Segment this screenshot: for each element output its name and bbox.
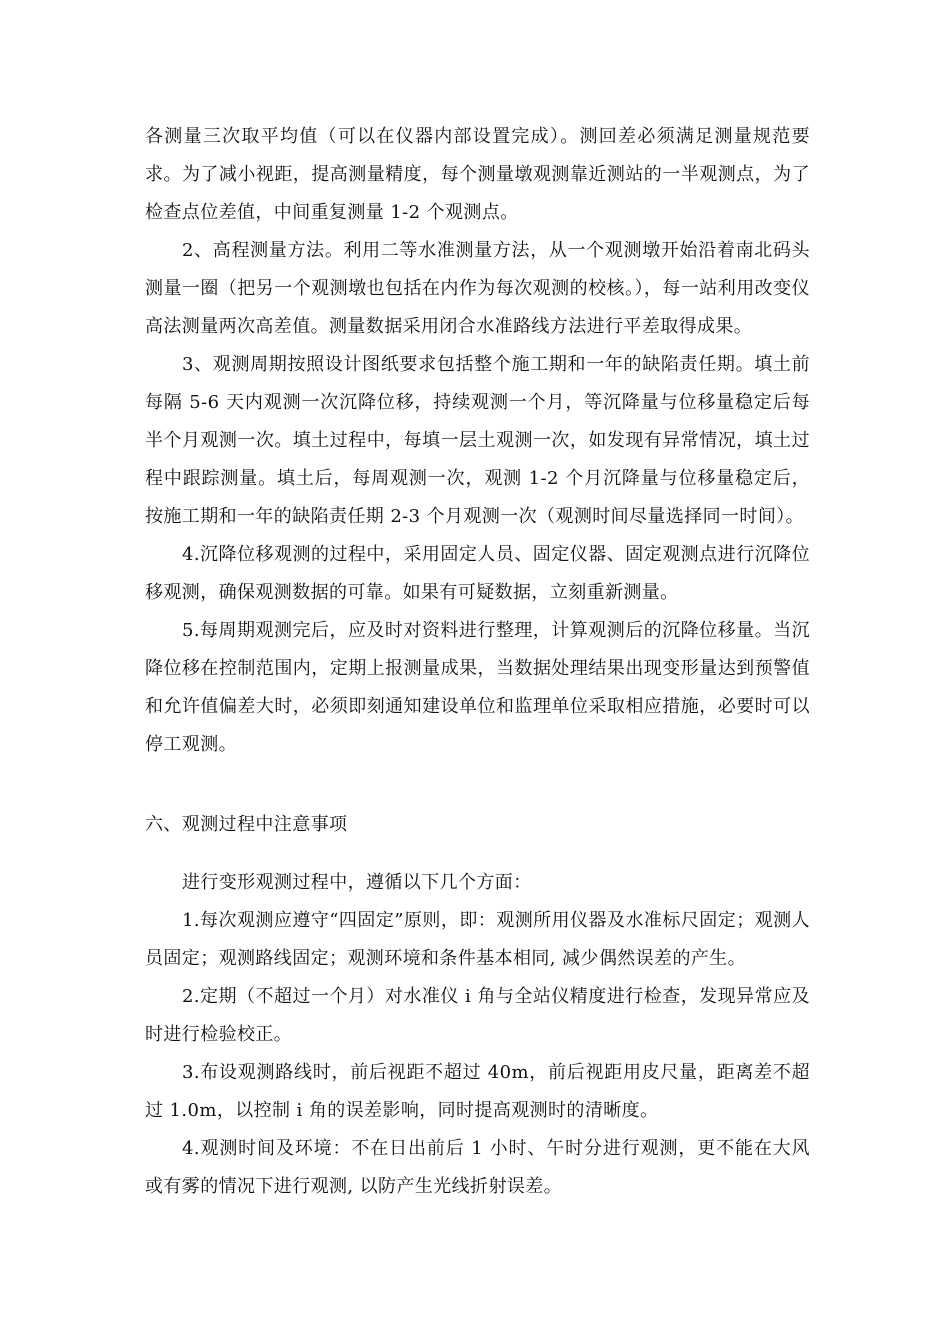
body-text-top xyxy=(145,118,810,764)
paragraph-continuation: 各测量三次取平均值（可以在仪器内部设置完成）。测回差必须满足测量规范要求。为了减小视距，提高测量精度，每个测量墩观测靠近测站的一半观测点，为了检查点位差值，中间重复测量 1-2 个观测点。 xyxy=(145,126,810,223)
heading-spacer xyxy=(145,844,810,864)
list-item-route-layout: 3.布设观测路线时，前后视距不超过 40m，前后视距用皮尺量，距离差不超过 1.0m，以控制 i 角的误差影响，同时提高观测时的清晰度。 xyxy=(145,1062,810,1121)
list-item-time-environment: 4.观测时间及环境：不在日出前后 1 小时、午时分进行观测，更不能在大风或有雾的情况下进行观测, 以防产生光线折射误差。 xyxy=(145,1138,810,1197)
paragraph-data-processing: 5.每周期观测完后，应及时对资料进行整理，计算观测后的沉降位移量。当沉降位移在控制范围内，定期上报测量成果，当数据处理结果出现变形量达到预警值和允许值偏差大时，必须即刻通知建设单位和监理单位采取相应措施，必要时可以停工观测。 xyxy=(145,620,810,755)
section-heading: 六、观测过程中注意事项 xyxy=(145,814,348,835)
paragraph-observation-cycle: 3、观测周期按照设计图纸要求包括整个施工期和一年的缺陷责任期。填土前每隔 5-6 天内观测一次沉降位移，持续观测一个月，等沉降量与位移量稳定后每半个月观测一次。填土过程中，每填一层土观测一次，如发现有异常情况，填土过程中跟踪测量。填土后，每周观测一次，观测 1-2 个月沉降量与位移量稳定后，按施工期和一年的缺陷责任期 2-3 个月观测一次（观测时间尽量选择同一时间）。 xyxy=(145,354,810,527)
list-item-four-fixed: 1.每次观测应遵守“四固定”原则，即：观测所用仪器及水准标尺固定；观测人员固定；观测路线固定；观测环境和条件基本相同, 减少偶然误差的产生。 xyxy=(145,910,810,969)
section-precautions xyxy=(145,806,810,1206)
paragraph-fixed-observation: 4.沉降位移观测的过程中，采用固定人员、固定仪器、固定观测点进行沉降位移观测，确保观测数据的可靠。如果有可疑数据，立刻重新测量。 xyxy=(145,544,810,603)
paragraph-elevation-method: 2、高程测量方法。利用二等水准测量方法，从一个观测墩开始沿着南北码头测量一圈（把另一个观测墩也包括在内作为每次观测的校核。），每一站利用改变仪高法测量两次高差值。测量数据采用闭合水准路线方法进行平差取得成果。 xyxy=(145,240,810,337)
section-intro: 进行变形观测过程中，遵循以下几个方面： xyxy=(182,872,532,893)
list-item-periodic-check: 2.定期（不超过一个月）对水准仪 i 角与全站仪精度进行检查，发现异常应及时进行检验校正。 xyxy=(145,986,810,1045)
